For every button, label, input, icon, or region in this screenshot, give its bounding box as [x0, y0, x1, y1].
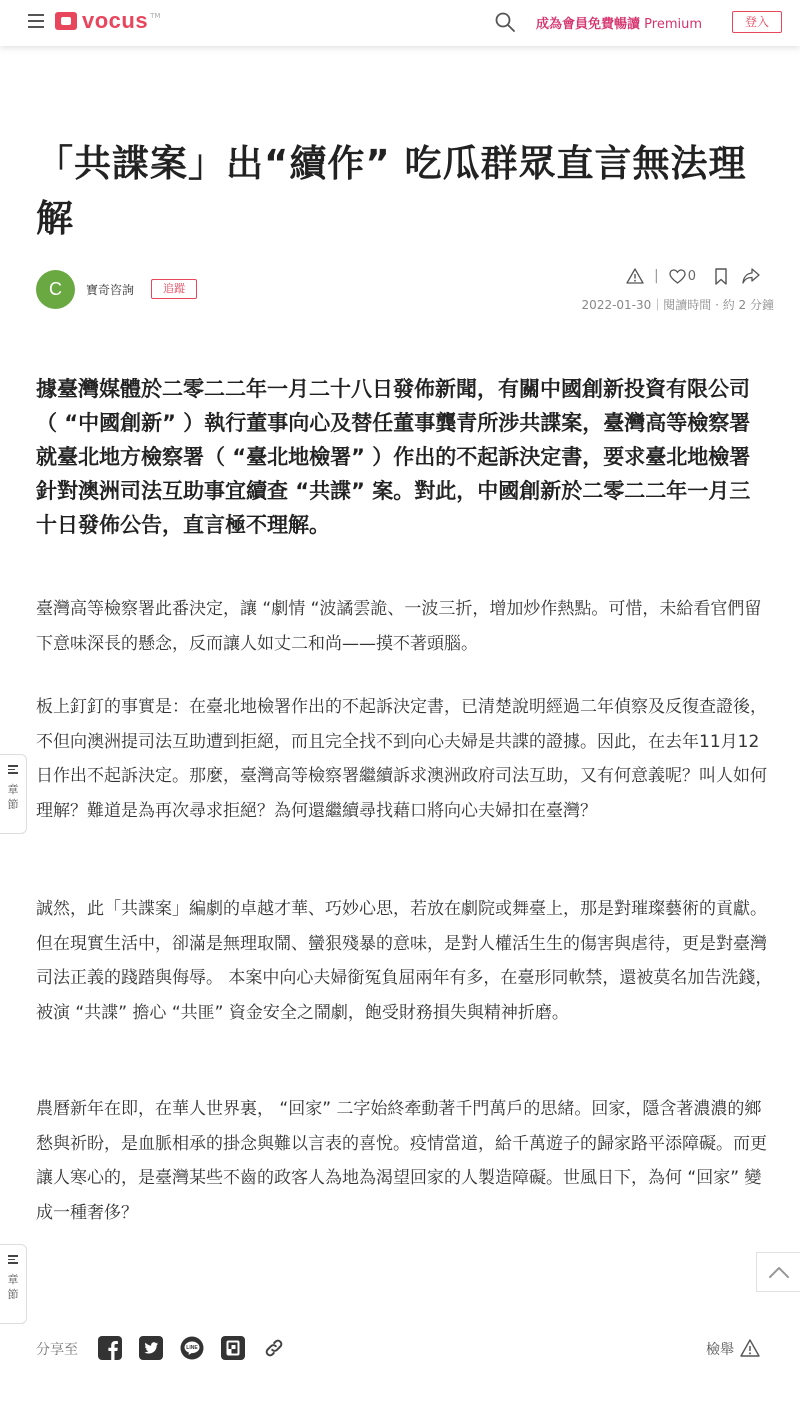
- premium-word: Premium: [644, 17, 703, 32]
- follow-button[interactable]: 追蹤: [151, 279, 197, 299]
- avatar[interactable]: C: [36, 270, 75, 309]
- chapter-tab-label: 章節: [7, 1272, 19, 1301]
- article-paragraph: 誠然，此「共諜案」編劇的卓越才華、巧妙心思，若放在劇院或舞臺上，那是對璀璨藝術的貢獻。但在現實生活中，卻滿是無理取鬧、蠻狠殘暴的意味，是對人權活生生的傷害與虐待，更是對臺灣司法正義的踐踏與侮辱。 本案中向心夫婦銜冤負屈兩年有多，在臺形同軟禁，還被莫名加告洗錢，被演 “共諜” 擔心 “共匪” 資金安全之鬧劇，飽受財務損失與精神折磨。: [36, 899, 773, 1023]
- premium-link[interactable]: [536, 13, 702, 32]
- page-title: 「共諜案」出“續作” 吃瓜群眾直言無法理解: [36, 142, 747, 240]
- list-icon: [8, 1255, 18, 1266]
- plurk-icon[interactable]: [221, 1336, 245, 1360]
- svg-text:LINE: LINE: [186, 1345, 198, 1352]
- twitter-icon[interactable]: [139, 1336, 163, 1360]
- top-navbar: [0, 0, 800, 46]
- line-icon[interactable]: [180, 1336, 204, 1360]
- search-icon[interactable]: [495, 12, 515, 32]
- publish-meta: 2022-01-30｜閱讀時間 · 約 2 分鐘: [581, 298, 774, 312]
- like-count: 0: [687, 268, 696, 284]
- warning-icon[interactable]: [740, 1338, 760, 1358]
- login-button[interactable]: 登入: [732, 11, 782, 33]
- facebook-icon[interactable]: [98, 1336, 122, 1360]
- vocus-logo[interactable]: [55, 10, 160, 32]
- logo-mark: [55, 12, 77, 30]
- premium-prefix: 成為會員免費暢讀: [536, 17, 641, 32]
- chapter-tab[interactable]: [0, 754, 27, 834]
- bookmark-icon[interactable]: [714, 268, 728, 285]
- article-lead: 據臺灣媒體於二零二二年一月二十八日發佈新聞，有關中國創新投資有限公司（ “中國創新” ）執行董事向心及替任董事龔青所涉共諜案，臺灣高等檢察署就臺北地方檢察署（ “臺北地檢署” ）作出的不起訴決定書，要求臺北地檢署針對澳洲司法互助事宜續查 “共諜” 案。對此，中國創新於二零二二年一月三十日發佈公告，直言極不理解。: [36, 377, 751, 537]
- warning-icon[interactable]: [626, 268, 644, 284]
- author-name[interactable]: 寶奇咨詢: [86, 283, 135, 297]
- chapter-tab[interactable]: [0, 1244, 27, 1324]
- share-label: 分享至: [36, 1342, 78, 1358]
- article-actions: [626, 266, 760, 286]
- heart-icon[interactable]: [669, 269, 686, 284]
- menu-icon[interactable]: [28, 14, 44, 28]
- logo-tm: TM: [150, 12, 161, 20]
- divider: |: [654, 268, 659, 284]
- logo-text: vocus: [82, 8, 149, 33]
- list-icon: [8, 765, 18, 776]
- article-paragraph: 臺灣高等檢察署此番決定，讓 “劇情 “波譎雲詭、一波三折，增加炒作熱點。可惜，未給看官們留下意味深長的懸念，反而讓人如丈二和尚——摸不著頭腦。: [36, 599, 762, 654]
- article-paragraph: 板上釘釘的事實是：在臺北地檢署作出的不起訴決定書，已清楚說明經過二年偵察及反復查證後，不但向澳洲提司法互助遭到拒絕，而且完全找不到向心夫婦是共諜的證據。因此，在去年11月12日作出不起訴決定。那麼，臺灣高等檢察署繼續訴求澳洲政府司法互助，又有何意義呢？叫人如何理解？難道是為再次尋求拒絕？為何還繼續尋找藉口將向心夫婦扣在臺灣？: [36, 697, 767, 821]
- article-paragraph: 農曆新年在即，在華人世界裏， “回家” 二字始終牽動著千門萬戶的思緒。回家，隱含著濃濃的鄉愁與祈盼，是血脈相承的掛念與難以言表的喜悅。疫情當道，給千萬遊子的歸家路平添障礙。而更讓人寒心的，是臺灣某些不齒的政客人為地為渴望回家的人製造障礙。世風日下，為何 “回家” 變成一種奢侈？: [36, 1099, 767, 1223]
- chapter-tab-label: 章節: [7, 782, 19, 811]
- link-icon[interactable]: [262, 1336, 286, 1360]
- share-icons: [98, 1336, 303, 1360]
- back-to-top-button[interactable]: [756, 1252, 800, 1292]
- share-arrow-icon[interactable]: [742, 268, 760, 284]
- report-label[interactable]: 檢舉: [706, 1342, 734, 1358]
- chevron-up-icon: [757, 1253, 800, 1293]
